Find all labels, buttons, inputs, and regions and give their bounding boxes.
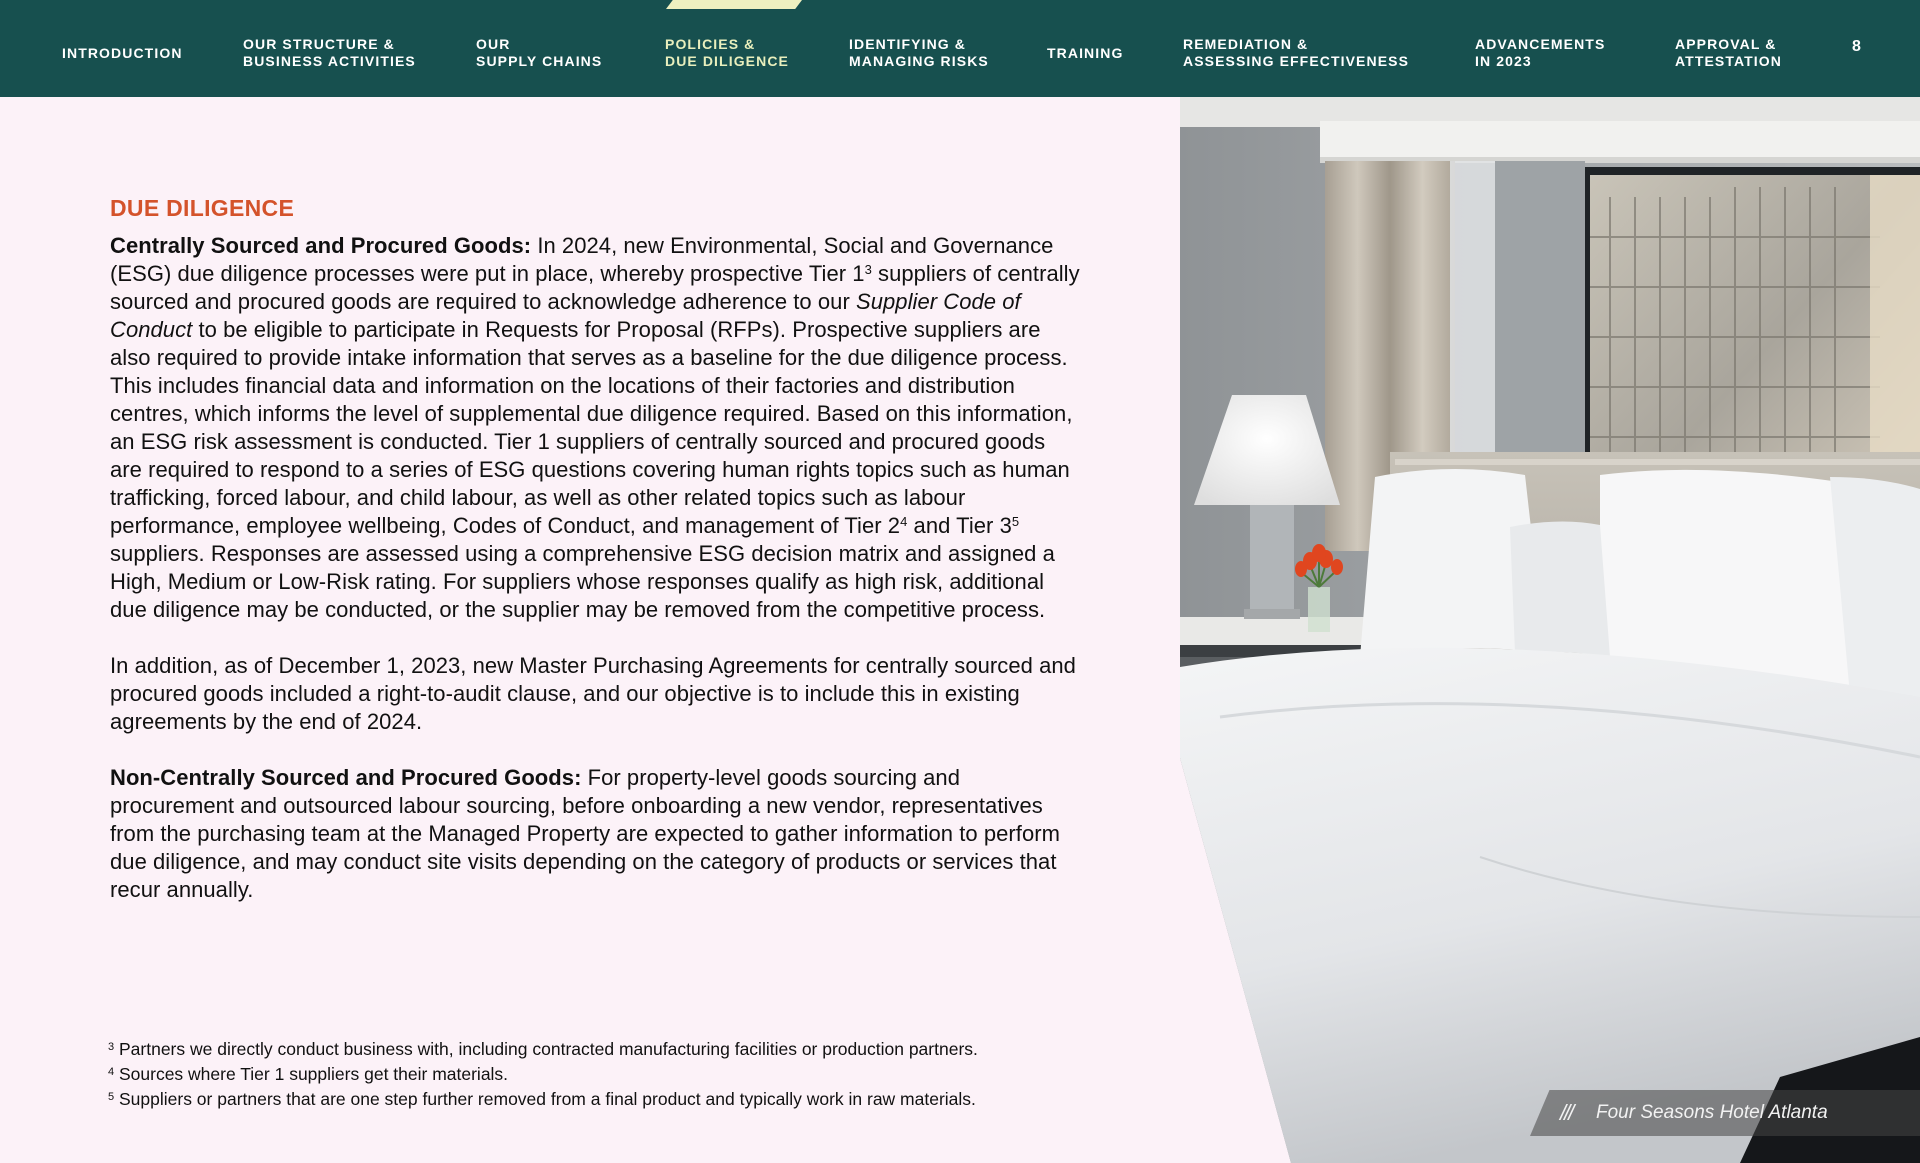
paragraph-text: and Tier 3 — [907, 513, 1012, 538]
footnote-ref-5[interactable]: 5 — [1011, 514, 1020, 529]
caption-slash-icon: /// — [1560, 1100, 1573, 1125]
nav-item-label: ATTESTATION — [1675, 53, 1782, 69]
nav-item-label: IDENTIFYING & — [849, 36, 966, 52]
nav-item-label: POLICIES & — [665, 36, 756, 52]
section-heading: DUE DILIGENCE — [110, 195, 295, 221]
nav-item-approval[interactable] — [1675, 36, 1782, 70]
top-navigation — [0, 0, 1920, 97]
paragraph-centrally-sourced — [110, 232, 1080, 624]
footnote-text: Sources where Tier 1 suppliers get their materials. — [114, 1064, 509, 1084]
footnote-number: 3 — [108, 1041, 115, 1053]
paragraph-master-purchasing: In addition, as of December 1, 2023, new Master Purchasing Agreements for centrally sourced and procured goods included a right-to-audit clause, and our objective is to include this in existing agreements by the end of 2024. — [110, 653, 1076, 734]
nav-item-label: DUE DILIGENCE — [665, 53, 789, 69]
footnote-4 — [108, 1062, 1188, 1087]
paragraph-text: For property-level goods sourcing and procurement and outsourced labour sourcing, before onboarding a new vendor, representatives from the purchasing team at the Managed Property are expected to gather information to perform due diligence, and may conduct site visits depending on the category of products or services that recur annually. — [110, 765, 1060, 902]
nav-item-remediation[interactable] — [1183, 36, 1409, 70]
footnotes — [108, 1037, 1188, 1112]
hotel-room-photo — [1180, 97, 1920, 1163]
supplier-code-reference: Supplier Code of Conduct — [110, 289, 1021, 342]
nav-item-supply-chains[interactable] — [476, 36, 602, 70]
footnote-text: Suppliers or partners that are one step further removed from a final product and typically work in raw materials. — [114, 1089, 976, 1109]
footnote-ref-4[interactable]: 4 — [900, 514, 908, 529]
paragraph-lead: Centrally Sourced and Procured Goods: — [110, 233, 532, 258]
paragraph-text: suppliers of centrally sourced and procured goods are required to acknowledge adherence to our — [110, 261, 1080, 314]
paragraph-non-centrally-sourced — [110, 764, 1080, 904]
nav-item-label: OUR — [476, 36, 511, 52]
nav-item-structure-business[interactable] — [243, 36, 416, 70]
footnote-number: 5 — [108, 1091, 115, 1103]
footnote-3 — [108, 1037, 1188, 1062]
paragraph-text: to be eligible to participate in Requests for Proposal (RFPs). Prospective suppliers are also required to provide intake information that serves as a baseline for the due diligence process. This includes financial data and information on the locations of their factories and distribution centres, which informs the level of supplemental due diligence required. Based on this information, an ESG risk assessment is conducted. Tier 1 suppliers of centrally sourced and procured goods are required to respond to a series of ESG questions covering human rights topics such as human trafficking, forced labour, and child labour, as well as other related topics such as labour performance, employee wellbeing, Codes of Conduct, and management of Tier 2 — [110, 317, 1073, 538]
nav-item-label: INTRODUCTION — [62, 45, 183, 61]
nav-item-identifying-risks[interactable] — [849, 36, 989, 70]
nav-item-label: MANAGING RISKS — [849, 53, 989, 69]
nav-item-label: BUSINESS ACTIVITIES — [243, 53, 416, 69]
nav-item-training[interactable] — [1047, 45, 1123, 62]
paragraph-text: In 2024, new Environmental, Social and Governance (ESG) due diligence processes were put in place, whereby prospective Tier 1 — [110, 233, 1054, 286]
nav-item-label: ASSESSING EFFECTIVENESS — [1183, 53, 1410, 69]
nav-item-label: ADVANCEMENTS — [1475, 36, 1606, 52]
nav-item-label: IN 2023 — [1475, 53, 1532, 69]
page-number: 8 — [1852, 38, 1861, 55]
nav-item-label: OUR STRUCTURE & — [243, 36, 395, 52]
footnote-ref-3[interactable]: 3 — [864, 262, 872, 277]
nav-item-advancements[interactable] — [1475, 36, 1605, 70]
image-caption: Four Seasons Hotel Atlanta — [1596, 1102, 1828, 1123]
nav-item-label: APPROVAL & — [1675, 36, 1777, 52]
nav-item-label: REMEDIATION & — [1183, 36, 1309, 52]
footnote-text: Partners we directly conduct business with, including contracted manufacturing facilities or production partners. — [114, 1039, 978, 1059]
nav-item-label: TRAINING — [1047, 45, 1124, 61]
main-content — [110, 195, 1080, 904]
nav-item-policies-due-diligence[interactable] — [665, 36, 789, 70]
active-tab-marker — [666, 0, 802, 9]
nav-item-introduction[interactable] — [62, 45, 183, 62]
nav-item-label: SUPPLY CHAINS — [476, 53, 603, 69]
paragraph-lead: Non-Centrally Sourced and Procured Goods: — [110, 765, 582, 790]
paragraph-text: suppliers. Responses are assessed using a comprehensive ESG decision matrix and assigned a High, Medium or Low-Risk rating. For suppliers whose responses qualify as high risk, additional due diligence may be conducted, or the supplier may be removed from the competitive process. — [110, 541, 1055, 622]
footnote-5 — [108, 1087, 1188, 1112]
footnote-number: 4 — [108, 1066, 115, 1078]
